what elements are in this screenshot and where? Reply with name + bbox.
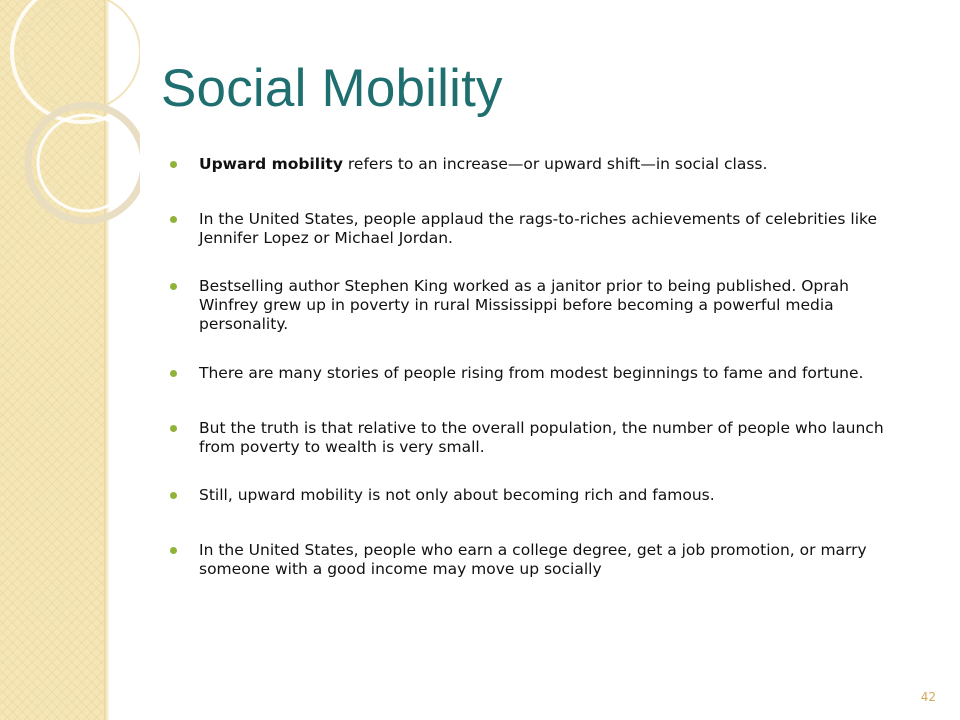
- bullet-text: Bestselling author Stephen King worked as a janitor prior to being published. Oprah Winfrey grew up in poverty in rural Mississippi before becoming a powerful media personality.: [199, 277, 849, 333]
- bullet-item: [170, 364, 910, 383]
- bullet-item: [170, 155, 910, 174]
- bullet-text: refers to an increase—or upward shift—in social class.: [342, 155, 768, 173]
- bullet-item: [170, 210, 910, 248]
- bullet-text: There are many stories of people rising from modest beginnings to fame and fortune.: [199, 364, 864, 382]
- bullet-item: [170, 541, 910, 579]
- bullet-list: [170, 155, 910, 579]
- swirl-ring-large-inner: [24, 0, 140, 110]
- bullet-item: [170, 419, 910, 457]
- bullet-item: [170, 277, 910, 334]
- bullet-item: [170, 486, 910, 505]
- slide-title: Social Mobility: [161, 59, 503, 118]
- bullet-text: In the United States, people applaud the rags-to-riches achievements of celebrities like Jennifer Lopez or Michael Jordan.: [199, 210, 877, 247]
- decorative-swirl-rings: [0, 0, 140, 260]
- bullet-text: But the truth is that relative to the overall population, the number of people who launch from poverty to wealth is very small.: [199, 419, 884, 456]
- swirl-ring-small-inner: [38, 115, 134, 211]
- bullet-bold-term: Upward mobility: [199, 155, 343, 173]
- bullet-text: Still, upward mobility is not only about becoming rich and famous.: [199, 486, 715, 504]
- page-number: 42: [920, 690, 936, 704]
- bullet-text: In the United States, people who earn a college degree, get a job promotion, or marry someone with a good income may move up socially: [199, 541, 867, 578]
